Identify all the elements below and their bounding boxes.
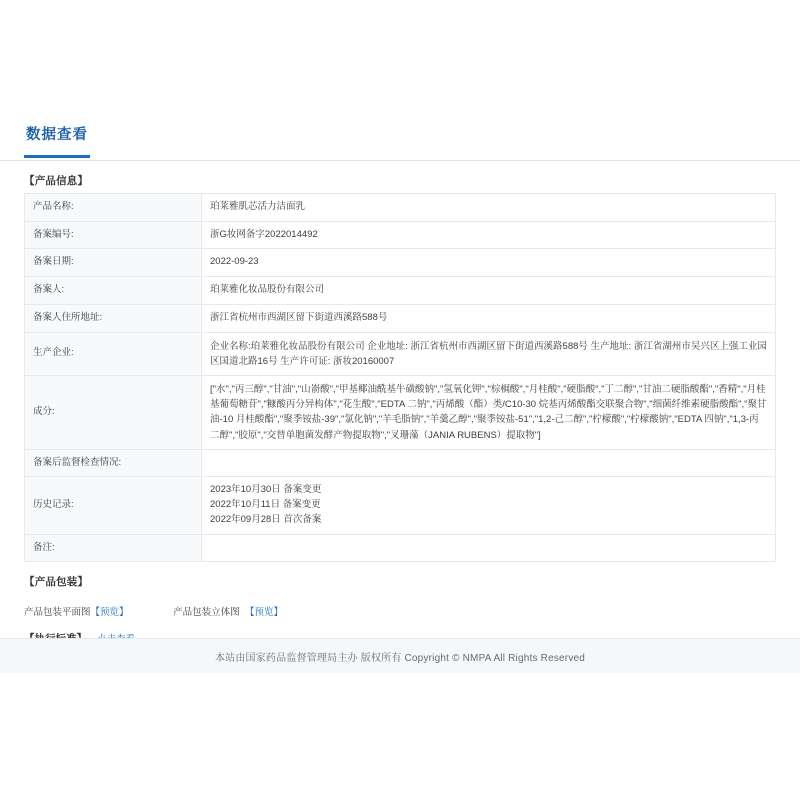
- row-label: 备案编号:: [25, 221, 202, 249]
- tab-data-view[interactable]: 数据查看: [24, 125, 90, 158]
- row-label: 备案日期:: [25, 249, 202, 277]
- table-row: [25, 375, 776, 449]
- row-value: 浙G妆网备字2022014492: [202, 221, 776, 249]
- row-value: 企业名称:珀莱雅化妆品股份有限公司 企业地址: 浙江省杭州市西湖区留下街道西溪路588号 生产地址: 浙江省湖州市吴兴区上强工业园区国道北路16号 生产许可证: 浙妆20160007: [202, 332, 776, 375]
- table-row: [25, 449, 776, 477]
- history-line: 2022年10月11日 备案变更: [210, 499, 321, 511]
- table-row: [25, 332, 776, 375]
- row-label: 产品名称:: [25, 194, 202, 222]
- section-title-product-info: 【产品信息】: [24, 175, 89, 187]
- row-label: 备案人住所地址:: [25, 304, 202, 332]
- packaging-solid: [173, 604, 283, 618]
- row-value: 浙江省杭州市西湖区留下街道西溪路588号: [202, 304, 776, 332]
- table-row: [25, 221, 776, 249]
- row-label: 历史记录:: [25, 477, 202, 534]
- row-value: [202, 534, 776, 562]
- row-value-history: [202, 477, 776, 534]
- row-label: 备注:: [25, 534, 202, 562]
- footer: [0, 638, 800, 673]
- packaging-flat-preview-link[interactable]: 【预览】: [90, 607, 129, 619]
- row-label: 生产企业:: [25, 332, 202, 375]
- table-row: [25, 477, 776, 534]
- row-label: 成分:: [25, 375, 202, 449]
- table-row: [25, 249, 776, 277]
- packaging-flat-label: 产品包装平面图: [24, 607, 91, 619]
- history-line: 2022年09月28日 首次备案: [210, 513, 322, 525]
- packaging-solid-preview-link[interactable]: 【预览】: [244, 607, 283, 619]
- row-value: 珀莱雅肌芯活力洁面乳: [202, 194, 776, 222]
- tab-bar: [0, 125, 800, 161]
- packaging-row: [24, 598, 776, 620]
- packaging-flat: [24, 604, 129, 618]
- row-label: 备案后监督检查情况:: [25, 449, 202, 477]
- row-value: 珀莱雅化妆品股份有限公司: [202, 277, 776, 305]
- table-row: [25, 534, 776, 562]
- row-value: 2022-09-23: [202, 249, 776, 277]
- table-row: [25, 277, 776, 305]
- table-row: [25, 194, 776, 222]
- footer-text: 本站由国家药品监督管理局主办 版权所有 Copyright © NMPA All Rights Reserved: [214, 652, 586, 664]
- table-row: [25, 304, 776, 332]
- packaging-block: [0, 594, 800, 620]
- section-title-packaging: 【产品包装】: [24, 576, 89, 589]
- product-info-table: [24, 193, 776, 562]
- packaging-solid-label: 产品包装立体图: [173, 607, 240, 619]
- row-value: [202, 449, 776, 477]
- row-value-ingredients: ["水","丙三醇","甘油","山嵛酸","甲基椰油酰基牛磺酸钠","氢氧化钾","棕榈酸","月桂酸","硬脂酸","丁二醇","甘油二硬脂酸酯","香精","月桂基葡萄糖苷","糠酸丙分异构体","花生酸","EDTA 二钠","丙烯酸（酯）类/C10-30 烷基丙烯酸酯交联聚合物","细菌纤维素硬脂酸酯","聚甘油-10 月桂酸酯","聚季铵盐-39","氯化钠","羊毛脂钠","羊羹乙醇","聚季铵盐-51","1,2-己二醇","柠檬酸","柠檬酸钠","EDTA 四钠","1,3-丙二醇","胶原","交替单胞菌发酵产物提取物","叉珊藻（JANIA RUBENS）提取物"]: [202, 375, 776, 449]
- row-label: 备案人:: [25, 277, 202, 305]
- history-line: 2023年10月30日 备案变更: [210, 484, 322, 496]
